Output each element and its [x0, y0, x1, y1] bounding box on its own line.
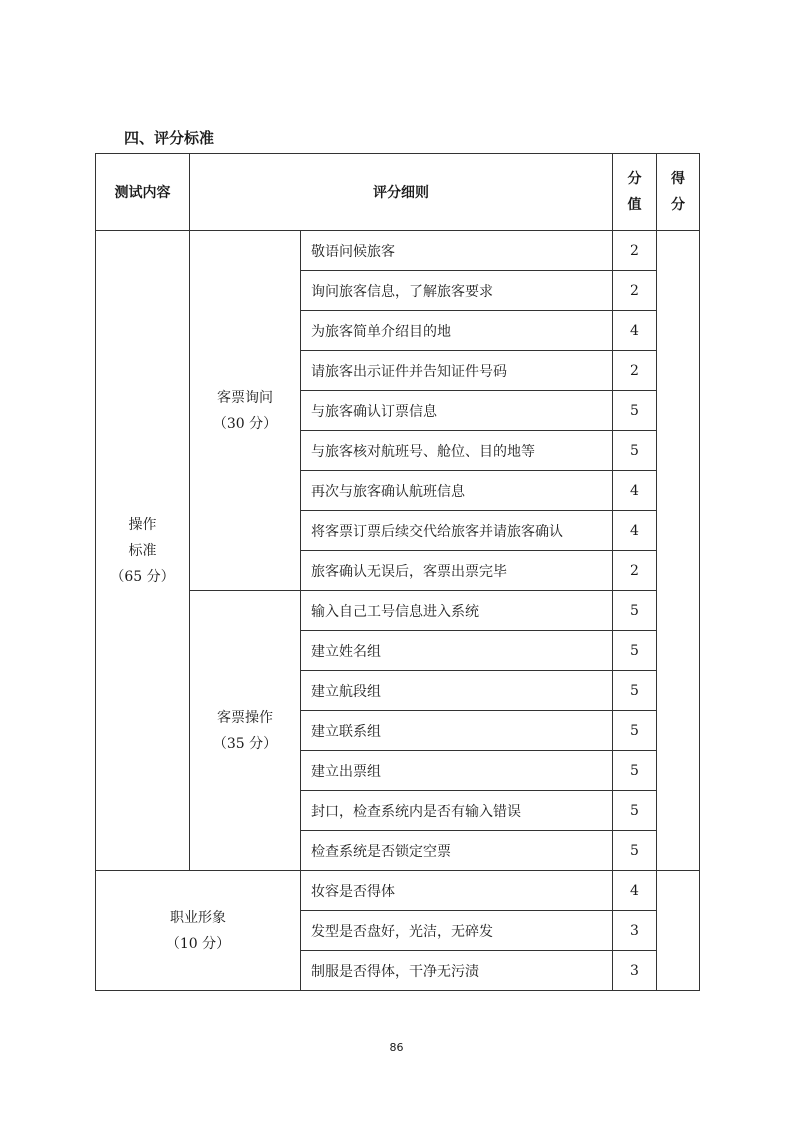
header-row — [96, 154, 700, 231]
row-score: 2 — [613, 271, 657, 311]
row-score: 5 — [613, 831, 657, 871]
row-item: 输入自己工号信息进入系统 — [301, 591, 613, 631]
group-operation-line1: 操作 — [128, 516, 157, 533]
row-score: 5 — [613, 671, 657, 711]
row-item: 为旅客简单介绍目的地 — [301, 311, 613, 351]
row-item: 检查系统是否锁定空票 — [301, 831, 613, 871]
header-score-line1: 分 — [627, 171, 642, 187]
row-item: 将客票订票后续交代给旅客并请旅客确认 — [301, 511, 613, 551]
row-score: 2 — [613, 551, 657, 591]
row-score: 5 — [613, 631, 657, 671]
row-item: 建立航段组 — [301, 671, 613, 711]
header-score — [613, 154, 657, 231]
row-score: 2 — [613, 231, 657, 271]
group-professional-image — [96, 871, 301, 991]
row-score: 3 — [613, 951, 657, 991]
subgroup-ticketing-line2: （35 分） — [212, 735, 278, 752]
row-score: 5 — [613, 711, 657, 751]
row-score: 5 — [613, 431, 657, 471]
group-image-line1: 职业形象 — [170, 909, 226, 926]
row-item: 敬语问候旅客 — [301, 231, 613, 271]
header-obtained-line1: 得 — [671, 171, 685, 187]
group-operation-standard — [96, 231, 190, 871]
section-title: 四、评分标准 — [124, 129, 215, 147]
row-score: 2 — [613, 351, 657, 391]
obtained-score-cell-image[interactable] — [657, 871, 700, 991]
row-item: 建立联系组 — [301, 711, 613, 751]
group-operation-line3: （65 分） — [110, 568, 175, 585]
header-obtained — [657, 154, 700, 231]
group-operation-line2: 标准 — [128, 542, 157, 559]
header-test-content: 测试内容 — [96, 154, 190, 231]
header-obtained-line2: 分 — [671, 197, 685, 213]
table-row — [96, 231, 700, 271]
scoring-table — [95, 153, 700, 991]
row-score: 5 — [613, 391, 657, 431]
page-number: 86 — [389, 1041, 404, 1054]
row-item: 与旅客确认订票信息 — [301, 391, 613, 431]
header-scoring-detail: 评分细则 — [190, 154, 613, 231]
row-score: 4 — [613, 511, 657, 551]
row-item: 请旅客出示证件并告知证件号码 — [301, 351, 613, 391]
row-score: 5 — [613, 791, 657, 831]
row-item: 制服是否得体，干净无污渍 — [301, 951, 613, 991]
row-score: 5 — [613, 591, 657, 631]
subgroup-inquiry-line2: （30 分） — [212, 415, 278, 432]
header-score-line2: 值 — [627, 197, 642, 213]
row-item: 发型是否盘好，光洁，无碎发 — [301, 911, 613, 951]
row-item: 与旅客核对航班号、舱位、目的地等 — [301, 431, 613, 471]
row-item: 建立姓名组 — [301, 631, 613, 671]
row-item: 旅客确认无误后，客票出票完毕 — [301, 551, 613, 591]
subgroup-ticket-operation — [190, 591, 301, 871]
row-score: 4 — [613, 471, 657, 511]
group-image-line2: （10 分） — [165, 935, 231, 952]
table-row — [96, 871, 700, 911]
row-item: 再次与旅客确认航班信息 — [301, 471, 613, 511]
row-score: 4 — [613, 311, 657, 351]
row-score: 5 — [613, 751, 657, 791]
row-score: 4 — [613, 871, 657, 911]
subgroup-ticketing-line1: 客票操作 — [217, 709, 273, 726]
row-item: 询问旅客信息，了解旅客要求 — [301, 271, 613, 311]
row-item: 封口，检查系统内是否有输入错误 — [301, 791, 613, 831]
row-score: 3 — [613, 911, 657, 951]
row-item: 妆容是否得体 — [301, 871, 613, 911]
subgroup-inquiry-line1: 客票询问 — [217, 389, 273, 406]
obtained-score-cell-operation[interactable] — [657, 231, 700, 871]
subgroup-ticket-inquiry — [190, 231, 301, 591]
row-item: 建立出票组 — [301, 751, 613, 791]
